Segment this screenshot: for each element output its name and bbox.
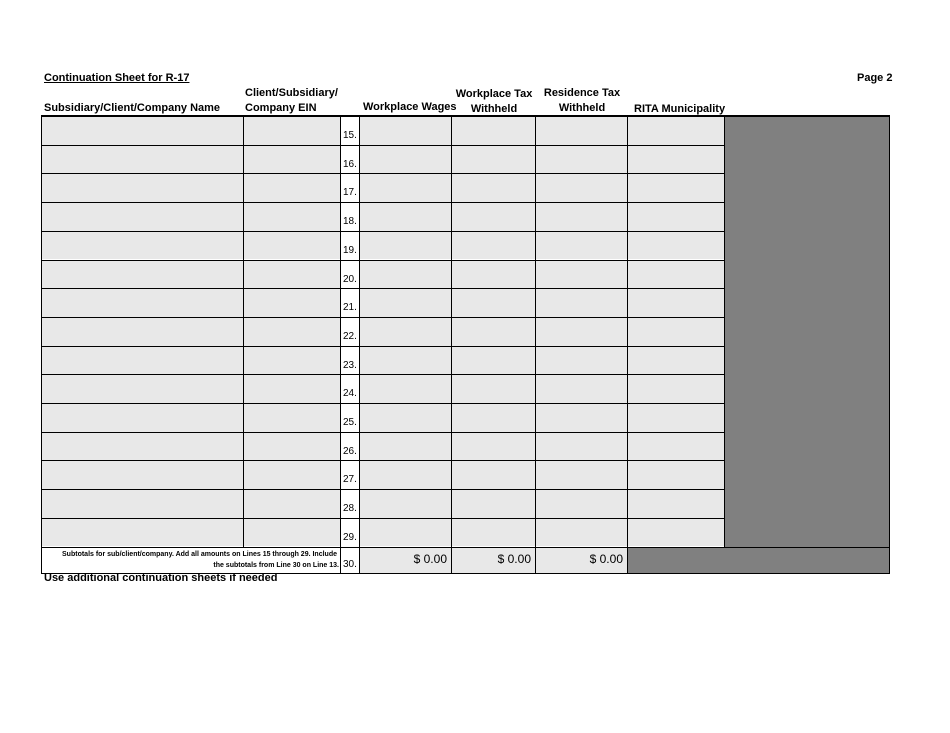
rtax-cell[interactable] <box>535 317 627 346</box>
name-cell[interactable] <box>41 173 243 202</box>
wages-cell[interactable] <box>359 403 451 432</box>
grid-line <box>724 116 725 547</box>
line-number: 29. <box>343 531 357 543</box>
wtax-cell[interactable] <box>451 116 535 145</box>
rita-cell[interactable] <box>627 173 724 202</box>
name-cell[interactable] <box>41 432 243 461</box>
shaded-area <box>627 547 890 573</box>
ein-cell[interactable] <box>243 260 340 289</box>
wtax-cell[interactable] <box>451 231 535 260</box>
wtax-cell[interactable] <box>451 202 535 231</box>
wages-cell[interactable] <box>359 231 451 260</box>
line-number: 17. <box>343 187 357 199</box>
rtax-cell[interactable] <box>535 374 627 403</box>
rtax-cell[interactable] <box>535 173 627 202</box>
wages-cell[interactable] <box>359 145 451 174</box>
grid-line <box>359 116 360 573</box>
rtax-cell[interactable] <box>535 346 627 375</box>
wtax-cell[interactable] <box>451 260 535 289</box>
ein-cell[interactable] <box>243 403 340 432</box>
rtax-cell[interactable] <box>535 116 627 145</box>
wtax-cell[interactable] <box>451 374 535 403</box>
ein-cell[interactable] <box>243 460 340 489</box>
name-cell[interactable] <box>41 317 243 346</box>
wtax-cell[interactable] <box>451 145 535 174</box>
name-cell[interactable] <box>41 460 243 489</box>
wages-cell[interactable] <box>359 288 451 317</box>
col-header-ein-1: Client/Subsidiary/ <box>245 87 338 99</box>
wtax-cell[interactable] <box>451 518 535 547</box>
rita-cell[interactable] <box>627 403 724 432</box>
grid-line <box>41 288 725 289</box>
name-cell[interactable] <box>41 231 243 260</box>
ein-cell[interactable] <box>243 231 340 260</box>
sheet-title: Continuation Sheet for R-17 <box>44 72 190 84</box>
grid-line <box>535 116 536 573</box>
wages-cell[interactable] <box>359 116 451 145</box>
wtax-cell[interactable] <box>451 346 535 375</box>
grid-line <box>340 116 341 573</box>
line-number: 24. <box>343 388 357 400</box>
name-cell[interactable] <box>41 489 243 518</box>
ein-cell[interactable] <box>243 518 340 547</box>
grid-line <box>41 432 725 433</box>
rita-cell[interactable] <box>627 317 724 346</box>
rita-cell[interactable] <box>627 145 724 174</box>
rtax-cell[interactable] <box>535 145 627 174</box>
rita-cell[interactable] <box>627 374 724 403</box>
continuation-table <box>41 116 890 571</box>
name-cell[interactable] <box>41 145 243 174</box>
wages-cell[interactable] <box>359 432 451 461</box>
wtax-cell[interactable] <box>451 460 535 489</box>
rita-cell[interactable] <box>627 346 724 375</box>
col-header-wages: Workplace Wages <box>363 101 457 113</box>
subtotal-rtax-value: $ 0.00 <box>589 551 623 566</box>
wages-cell[interactable] <box>359 489 451 518</box>
wages-cell[interactable] <box>359 317 451 346</box>
rtax-cell[interactable] <box>535 288 627 317</box>
name-cell[interactable] <box>41 518 243 547</box>
subtotal-instruction: the subtotals from Line 30 on Line 13. <box>213 561 339 569</box>
wtax-cell[interactable] <box>451 288 535 317</box>
col-header-rtax-2: Withheld <box>558 102 606 114</box>
grid-line <box>41 403 725 404</box>
grid-line <box>41 173 725 174</box>
ein-cell[interactable] <box>243 288 340 317</box>
rtax-cell[interactable] <box>535 260 627 289</box>
col-header-rtax-1: Residence Tax <box>543 87 621 99</box>
wages-cell[interactable] <box>359 518 451 547</box>
line-number: 15. <box>343 130 357 141</box>
name-cell[interactable] <box>41 346 243 375</box>
ein-cell[interactable] <box>243 317 340 346</box>
name-cell[interactable] <box>41 202 243 231</box>
col-header-rita: RITA Municipality <box>634 103 726 115</box>
line-number: 23. <box>343 359 357 371</box>
rita-cell[interactable] <box>627 231 724 260</box>
grid-line <box>627 116 628 573</box>
line-number: 20. <box>343 273 357 285</box>
ein-cell[interactable] <box>243 432 340 461</box>
line-number: 22. <box>343 330 357 342</box>
name-cell[interactable] <box>41 260 243 289</box>
line-number: 26. <box>343 445 357 457</box>
col-header-wtax-2: Withheld <box>470 103 518 115</box>
line-number: 27. <box>343 474 357 486</box>
ein-cell[interactable] <box>243 374 340 403</box>
rtax-cell[interactable] <box>535 403 627 432</box>
rita-cell[interactable] <box>627 202 724 231</box>
grid-line <box>41 374 725 375</box>
grid-line <box>41 231 725 232</box>
ein-cell[interactable] <box>243 202 340 231</box>
grid-line <box>41 115 890 117</box>
line-number: 30. <box>343 558 357 570</box>
name-cell[interactable] <box>41 403 243 432</box>
rtax-cell[interactable] <box>535 518 627 547</box>
grid-line <box>889 116 890 573</box>
footer-note: Use additional continuation sheets if needed <box>44 572 278 584</box>
wages-cell[interactable] <box>359 173 451 202</box>
col-header-name: Subsidiary/Client/Company Name <box>44 102 221 114</box>
grid-line <box>41 489 725 490</box>
rita-cell[interactable] <box>627 260 724 289</box>
ein-cell[interactable] <box>243 346 340 375</box>
shaded-area <box>724 116 890 547</box>
grid-line <box>451 116 452 573</box>
rtax-cell[interactable] <box>535 460 627 489</box>
rita-cell[interactable] <box>627 489 724 518</box>
wtax-cell[interactable] <box>451 489 535 518</box>
line-number: 28. <box>343 503 357 515</box>
name-cell[interactable] <box>41 374 243 403</box>
ein-cell[interactable] <box>243 116 340 145</box>
subtotal-instruction: Subtotals for sub/client/company. Add all amounts on Lines 15 through 29. Include <box>62 550 337 558</box>
wtax-cell[interactable] <box>451 317 535 346</box>
line-number: 16. <box>343 158 357 170</box>
rita-cell[interactable] <box>627 432 724 461</box>
rita-cell[interactable] <box>627 460 724 489</box>
wages-cell[interactable] <box>359 374 451 403</box>
grid-line <box>41 202 725 203</box>
rtax-cell[interactable] <box>535 202 627 231</box>
grid-line <box>41 346 725 347</box>
col-header-ein-2: Company EIN <box>245 102 317 114</box>
line-number: 21. <box>343 302 357 314</box>
wages-cell[interactable] <box>359 460 451 489</box>
subtotal-wtax-value: $ 0.00 <box>497 551 531 566</box>
wages-cell[interactable] <box>359 260 451 289</box>
line-number: 18. <box>343 216 357 228</box>
grid-line <box>41 460 725 461</box>
rtax-cell[interactable] <box>535 489 627 518</box>
grid-line <box>243 116 244 547</box>
rita-cell[interactable] <box>627 116 724 145</box>
rita-cell[interactable] <box>627 288 724 317</box>
wtax-cell[interactable] <box>451 432 535 461</box>
grid-line <box>41 116 42 573</box>
name-cell[interactable] <box>41 288 243 317</box>
ein-cell[interactable] <box>243 145 340 174</box>
wages-cell[interactable] <box>359 202 451 231</box>
grid-line <box>41 260 725 261</box>
wtax-cell[interactable] <box>451 173 535 202</box>
rita-cell[interactable] <box>627 518 724 547</box>
line-number: 19. <box>343 244 357 256</box>
ein-cell[interactable] <box>243 173 340 202</box>
rtax-cell[interactable] <box>535 231 627 260</box>
name-cell[interactable] <box>41 116 243 145</box>
grid-line <box>41 518 725 519</box>
wtax-cell[interactable] <box>451 403 535 432</box>
subtotal-wages-value: $ 0.00 <box>413 551 447 566</box>
grid-line <box>41 145 725 146</box>
rtax-cell[interactable] <box>535 432 627 461</box>
ein-cell[interactable] <box>243 489 340 518</box>
col-header-wtax-1: Workplace Tax <box>455 88 533 100</box>
wages-cell[interactable] <box>359 346 451 375</box>
page-number: Page 2 <box>857 72 893 84</box>
line-number: 25. <box>343 417 357 428</box>
grid-line <box>41 317 725 318</box>
grid-line <box>41 547 890 548</box>
